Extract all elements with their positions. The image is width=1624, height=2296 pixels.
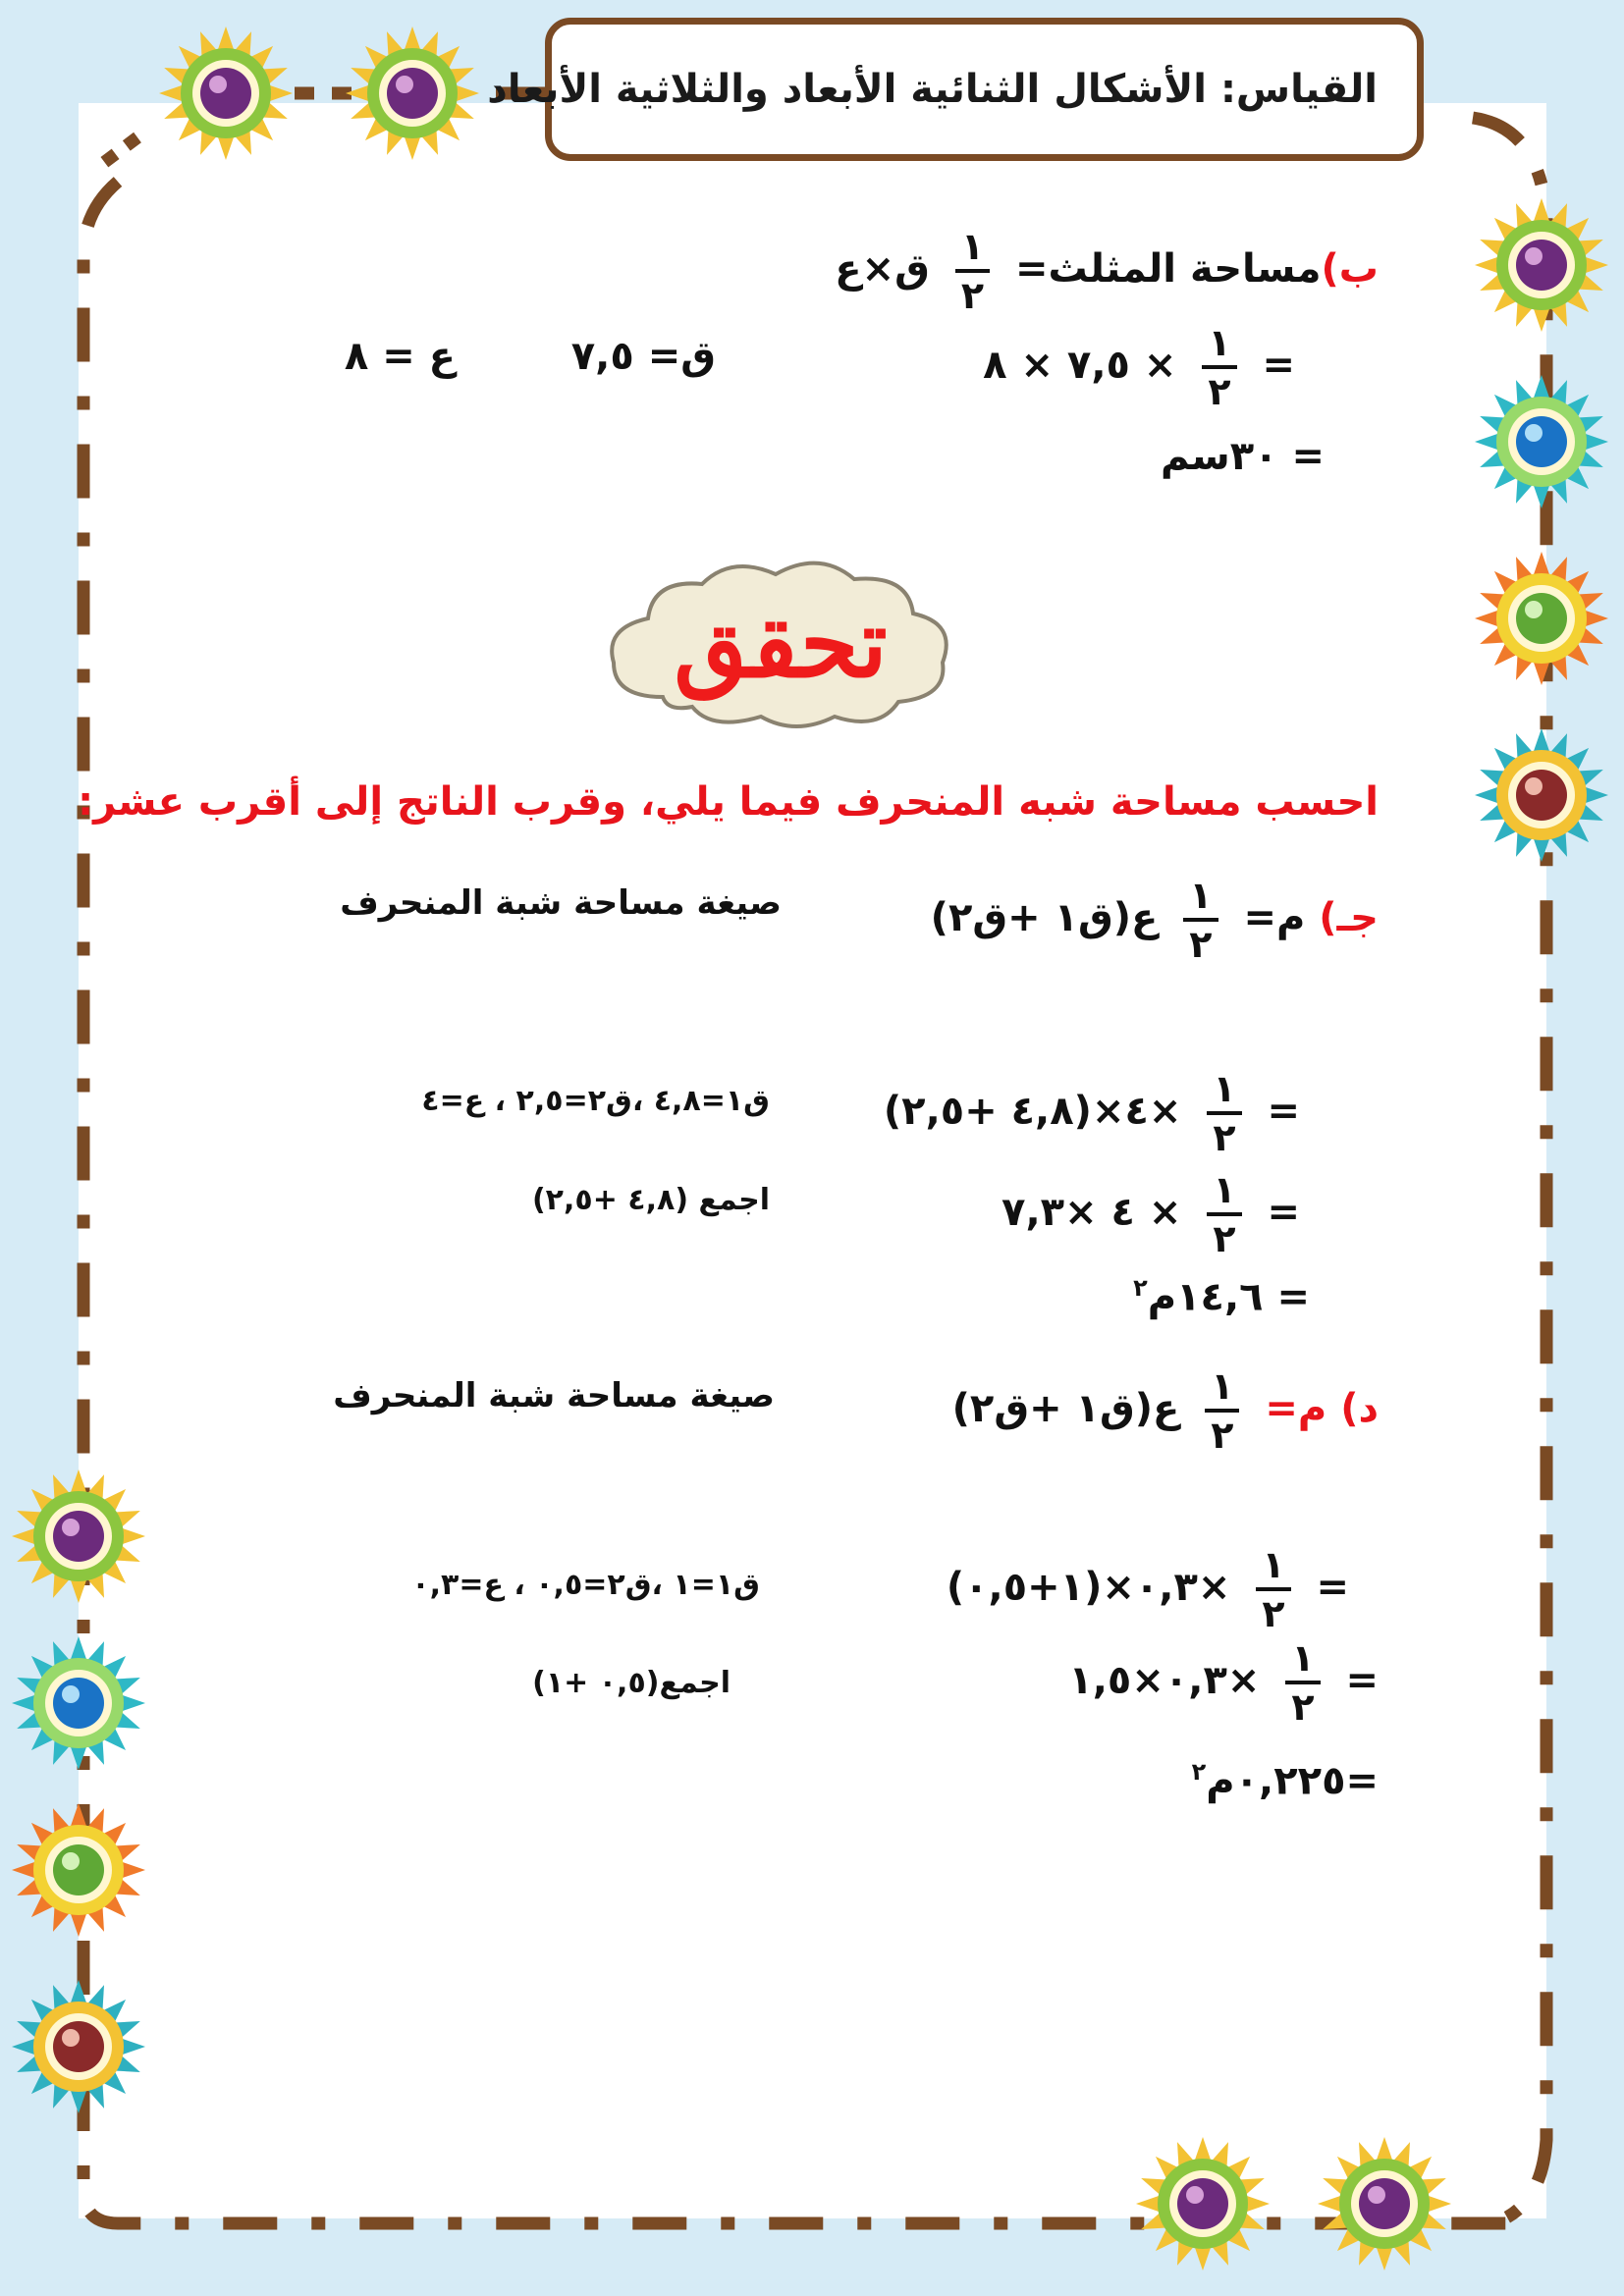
- flower-ornament-green: [8, 1799, 149, 1945]
- trapezoid-formula: ع(ق١ +ق٢): [930, 895, 1159, 940]
- flower-ornament-purple: [8, 1466, 149, 1611]
- fraction-half: $\frac{١}{٢}$: [1205, 1367, 1239, 1454]
- fraction-half: $\frac{١}{٢}$: [1183, 877, 1218, 963]
- page-title: القياس: الأشكال الثنائية الأبعاد والثلاثية الأبعاد: [487, 67, 1378, 112]
- part-d-step2: = $\frac{١}{٢}$ ×٠,٣×١,٥: [1068, 1636, 1379, 1729]
- fraction-half: $\frac{١}{٢}$: [1207, 1171, 1241, 1257]
- note-base: ق= ٧,٥: [570, 334, 716, 379]
- part-d-step1-note: ق١=١ ،ق٢=٠,٥ ، ع=٠,٣: [411, 1568, 760, 1602]
- flower-ornament-blue: [8, 1632, 149, 1778]
- title-box: [487, 18, 1424, 161]
- triangle-area-label: مساحة المثلث=: [1014, 246, 1322, 292]
- flower-ornament-purple: [1132, 2133, 1273, 2278]
- flower-ornament-red: [1471, 724, 1612, 870]
- fraction-half: $\frac{١}{٢}$: [1285, 1639, 1320, 1726]
- fraction-half: $\frac{١}{٢}$: [1207, 1070, 1241, 1156]
- fraction-half: $\frac{١}{٢}$: [1202, 324, 1236, 410]
- part-c-label: جـ): [1319, 895, 1379, 940]
- formula-vars: ق×ع: [835, 246, 930, 292]
- part-c-step2-note: اجمع (٤,٨ +٢,٥): [531, 1183, 770, 1217]
- part-c-result: = ١٤,٦م$^٢$: [1133, 1274, 1310, 1320]
- flower-ornament-red: [8, 1976, 149, 2121]
- part-c-formula-note: صيغة مساحة شبة المنحرف: [340, 883, 782, 923]
- fraction-half: $\frac{١}{٢}$: [1256, 1546, 1290, 1632]
- part-d-label: د): [1340, 1386, 1379, 1431]
- part-b-formula: [835, 225, 1379, 317]
- check-badge-text: تحقق: [674, 587, 888, 699]
- part-b-label: ب): [1321, 246, 1379, 292]
- part-d-step1: = $\frac{١}{٢}$ ×٠,٣×(١+٠,٥): [946, 1543, 1349, 1635]
- part-d-step2-note: اجمع(٠,٥ +١): [532, 1666, 731, 1700]
- flower-ornament-purple: [1471, 194, 1612, 340]
- part-c-step1-note: ق١=٤,٨ ،ق٢=٢,٥ ، ع=٤: [421, 1084, 770, 1118]
- part-c-step1: = $\frac{١}{٢}$ ×٤×(٤,٨ +٢,٥): [883, 1067, 1300, 1159]
- part-c-formula: جـ) م= $\frac{١}{٢}$ ع(ق١ +ق٢): [930, 874, 1379, 966]
- part-c-step2: = $\frac{١}{٢}$ × ٤ ×٧,٣: [1001, 1168, 1300, 1260]
- part-d-result: =٠,٢٢٥م$^٢$: [1191, 1758, 1379, 1804]
- instruction-text: احسب مساحة شبه المنحرف فيما يلي، وقرب الناتج إلى أقرب عشر:: [78, 779, 1379, 825]
- part-b-step1: = $\frac{١}{٢}$ × ٧,٥ × ٨: [983, 321, 1295, 413]
- note-height: ع = ٨: [344, 334, 456, 379]
- flower-ornament-green: [1471, 548, 1612, 693]
- flower-ornament-purple: [1314, 2133, 1455, 2278]
- flower-ornament-purple: [155, 23, 297, 168]
- part-b-result: = ٣٠سم: [1161, 434, 1325, 479]
- flower-ornament-purple: [342, 23, 483, 168]
- part-d-formula: د) م= $\frac{١}{٢}$ ع(ق١ +ق٢): [951, 1364, 1379, 1457]
- part-d-formula-note: صيغة مساحة شبة المنحرف: [333, 1376, 775, 1415]
- flower-ornament-blue: [1471, 371, 1612, 516]
- fraction-half: $\frac{١}{٢}$: [955, 228, 990, 314]
- step1-expression: × ٧,٥ × ٨: [983, 343, 1177, 388]
